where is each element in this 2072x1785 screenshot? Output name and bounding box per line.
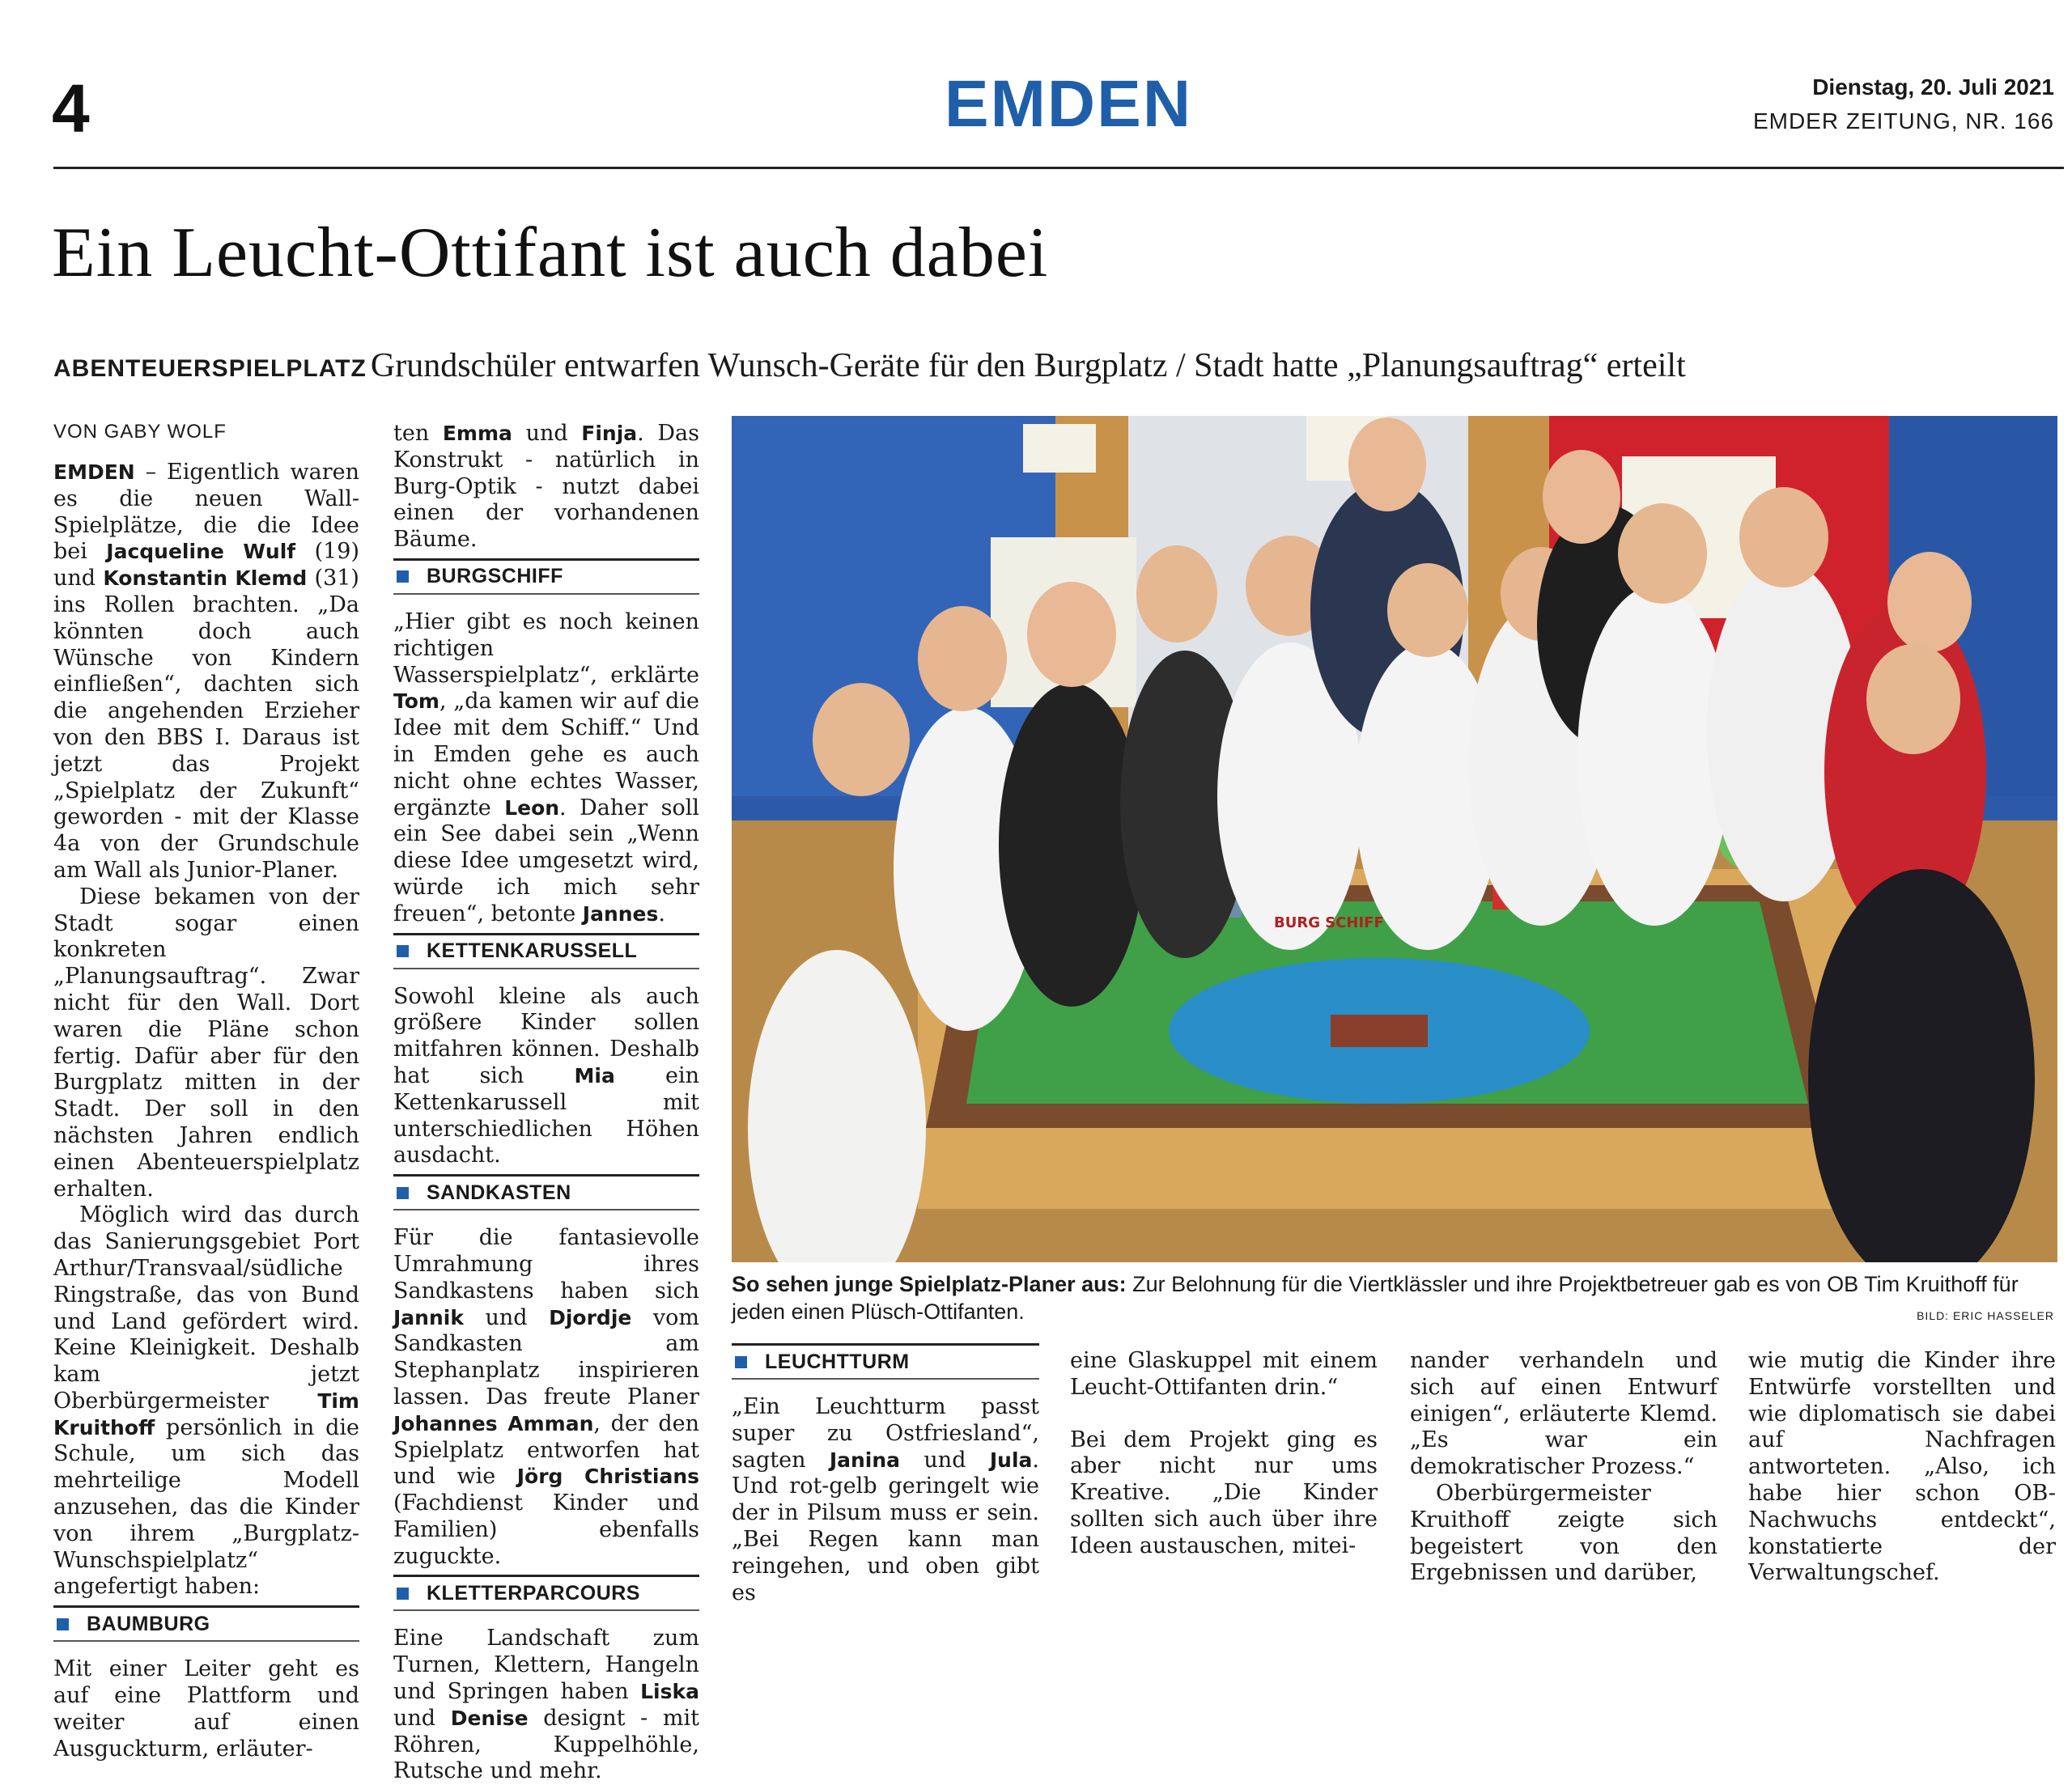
person-name: Liska (640, 1680, 699, 1704)
text-run: „Ein Leuchtturm passt super zu Ostfriesland“, sagten (732, 1394, 1039, 1473)
bullet-square-icon (735, 1356, 747, 1368)
text-run: (19) und (53, 539, 359, 591)
person-name: Jula (989, 1448, 1033, 1472)
text-run: Für die fantasievolle Umrahmung ihres Sandkastens haben sich (393, 1225, 699, 1304)
text-run: Möglich wird das durch das Sanierungsgebiet Port Arthur/Transvaal/südliche Ringstraße, das von Bund und Land gefördert wird. Keine Kleinigkeit. Deshalb kam jetzt Oberbürgermeister (53, 1202, 359, 1414)
bullet-square-icon (397, 1187, 409, 1199)
text-run: , „da kamen wir auf die Idee mit dem Schiff.“ Und in Emden gehe es auch nicht ohne echtes Wasser, ergänzte (393, 689, 699, 820)
headline: Ein Leucht-Ottifant ist auch dabei (52, 214, 1049, 292)
subsection-heading (732, 1343, 1039, 1380)
paragraph (393, 421, 699, 553)
text-run: Sowohl kleine als auch größere Kinder sollen mitfahren können. Deshalb hat sich (393, 983, 699, 1088)
bullet-square-icon (57, 1618, 69, 1630)
text-run: Eine Landschaft zum Turnen, Klettern, Hangeln und Springen haben (393, 1626, 699, 1705)
newspaper-issue: EMDER ZEITUNG, NR. 166 (1752, 108, 2054, 134)
model-sign-text: BURG SCHIFF (1274, 914, 1384, 931)
person-name: Finja (581, 422, 638, 445)
photo-illustration (732, 416, 2057, 1262)
person-name: Denise (450, 1706, 529, 1730)
caption-lead: So sehen junge Spielplatz-Planer aus: (732, 1272, 1127, 1296)
column-5 (1410, 1348, 1717, 1587)
text-run: . (658, 901, 665, 926)
paragraph (732, 1394, 1039, 1606)
subsection-heading (393, 1174, 699, 1210)
person-name: Jannik (393, 1305, 464, 1329)
paragraph (53, 460, 359, 884)
paragraph (393, 984, 699, 1170)
subsection-heading (393, 933, 699, 969)
date-line: Dienstag, 20. Juli 2021 (1812, 74, 2054, 100)
paragraph: Oberbürgermeister Kruithoff zeigte sich begeistert von den Ergebnissen und darüber, (1410, 1480, 1717, 1586)
column-6 (1748, 1348, 2056, 1587)
bullet-square-icon (397, 570, 409, 583)
text-run: „Hier gibt es noch keinen richtigen Wasserspielplatz“, erklärte (393, 608, 699, 688)
column-2 (393, 421, 699, 1785)
person-name: Konstantin Klemd (103, 566, 308, 591)
column-4 (1070, 1348, 1378, 1560)
kicker: ABENTEUERSPIELPLATZ (53, 355, 367, 382)
paragraph: Bei dem Projekt ging es aber nicht nur ums Kreative. „Die Kinder sollten sich auch über ihre Ideen austauschen, mitei- (1070, 1427, 1378, 1558)
paragraph (53, 1202, 359, 1601)
text-run: und (463, 1304, 550, 1330)
person-name: Mia (574, 1063, 615, 1088)
bullet-square-icon (397, 945, 409, 957)
person-name: Jacqueline Wulf (106, 540, 296, 564)
subsection-label: BAUMBURG (87, 1612, 210, 1635)
paragraph (393, 609, 699, 928)
text-run: persönlich in die Schule, um sich das mehrteilige Modell anzusehen, das die Kinder von ihrem „Burgplatz-Wunschspielplatz“ angefertigt haben: (53, 1414, 359, 1600)
text-run: vom Sandkasten am Stephanplatz inspirieren lassen. Das freute Planer (393, 1304, 699, 1410)
subsection-heading (393, 558, 699, 595)
paragraph (393, 1626, 699, 1785)
text-run: (Fachdienst Kinder und Familien) ebenfalls zuguckte. (393, 1490, 699, 1569)
text-run: (31) ins Rollen brachten. „Da könnten doch auch Wünsche von Kindern einfließen“, dachten sich die angehenden Erzieher von den BBS I. Daraus ist jetzt das Projekt „Spielplatz der Zukunft“ geworden - mit der Klasse 4a von der Grundschule am Wall als Junior-Planer. (53, 566, 359, 883)
subsection-label: KETTENKARUSSELL (427, 939, 638, 963)
text-run: , der den Spielplatz entworfen hat und wie (393, 1410, 699, 1490)
person-name: Tom (393, 689, 439, 714)
subsection-heading (53, 1605, 359, 1642)
text-run: und (512, 421, 582, 446)
model-ship (1331, 1015, 1428, 1047)
photo-credit: BILD: ERIC HASSELER (1917, 1309, 2054, 1322)
text-run: designt - mit Röhren, Kuppelhöhle, Rutsche und mehr. (393, 1705, 699, 1784)
text-run: ein Kettenkarussell mit unterschiedlichen Höhen ausdacht. (393, 1062, 699, 1168)
subsection-label: KLETTERPARCOURS (427, 1581, 640, 1605)
person-name: Johannes Amman (393, 1411, 594, 1435)
column-1 (53, 421, 359, 1762)
bullet-square-icon (397, 1588, 409, 1600)
byline: VON GABY WOLF (53, 421, 227, 443)
paragraph: Diese bekamen von der Stadt sogar einen konkreten „Planungsauftrag“. Zwar nicht für den Wall. Dort waren die Pläne schon fertig. Dafür aber für den Burgplatz mitten in der Stadt. Der soll in den nächsten Jahren endlich einen Abenteuerspielplatz erhalten. (53, 884, 359, 1202)
dateline-place: EMDEN (53, 460, 135, 484)
person-name: Tim Kruithoff (53, 1389, 359, 1439)
subtitle: Grundschüler entwarfen Wunsch-Geräte für den Burgplatz / Stadt hatte „Planungsauftrag“ erteilt (370, 347, 1686, 384)
subsection-heading (393, 1575, 699, 1611)
person-name: Leon (504, 795, 560, 820)
person-name: Djordje (549, 1305, 632, 1329)
subsection-label: BURGSCHIFF (427, 565, 563, 588)
text-run: und (900, 1447, 990, 1473)
column-3 (732, 1343, 1039, 1606)
paragraph: wie mutig die Kinder ihre Entwürfe vorstellten und wie diplomatisch sie dabei auf Nachfragen antworteten. „Also, ich habe hier schon OB-Nachwuchs entdeckt“, konstatierte der Verwaltungschef. (1748, 1348, 2056, 1586)
subheadline (53, 346, 1686, 385)
subsection-label: LEUCHTTURM (765, 1350, 910, 1373)
person-name: Jannes (582, 901, 659, 926)
text-run: . Das Konstrukt - natürlich in Burg-Optik - nutzt dabei einen der vorhandenen Bäume. (393, 421, 699, 553)
text-run: und (393, 1705, 451, 1731)
poster (1023, 424, 1096, 473)
subsection-label: SANDKASTEN (427, 1181, 571, 1204)
text-run: . Und rot-gelb geringelt wie der in Pilsum muss er sein. „Bei Regen kann man reingehen, und oben gibt es (732, 1447, 1039, 1605)
person-name: Jörg Christians (516, 1465, 699, 1489)
person-name: Emma (442, 422, 512, 445)
paragraph: nander verhandeln und sich auf einen Entwurf einigen“, erläuterte Klemd. „Es war ein demokratischer Prozess.“ (1410, 1348, 1717, 1480)
page-number: 4 (52, 70, 90, 146)
person-name: Janina (829, 1448, 901, 1472)
section-title: EMDEN (944, 67, 1193, 141)
text-run: – Eigentlich waren es die neuen Wall-Spielplätze, die die Idee bei (53, 460, 359, 565)
article-photo (732, 416, 2057, 1262)
caption-text: Zur Belohnung für die Viertklässler und ihre Projektbetreuer gab es von OB Tim Kruithoff für jeden einen Plüsch-Ottifanten. (732, 1272, 2019, 1324)
paragraph: Mit einer Leiter geht es auf eine Plattform und weiter auf einen Ausguckturm, erläuter- (53, 1656, 359, 1762)
text-run: . Daher soll ein See dabei sein „Wenn diese Idee umgesetzt wird, würde ich mich sehr freuen“, betonte (393, 795, 699, 926)
text-run: ten (393, 421, 443, 446)
photo-caption (732, 1270, 2056, 1325)
paragraph: eine Glaskuppel mit einem Leucht-Ottifanten drin.“ (1070, 1348, 1378, 1400)
paragraph (393, 1225, 699, 1570)
header-rule (53, 167, 2064, 169)
